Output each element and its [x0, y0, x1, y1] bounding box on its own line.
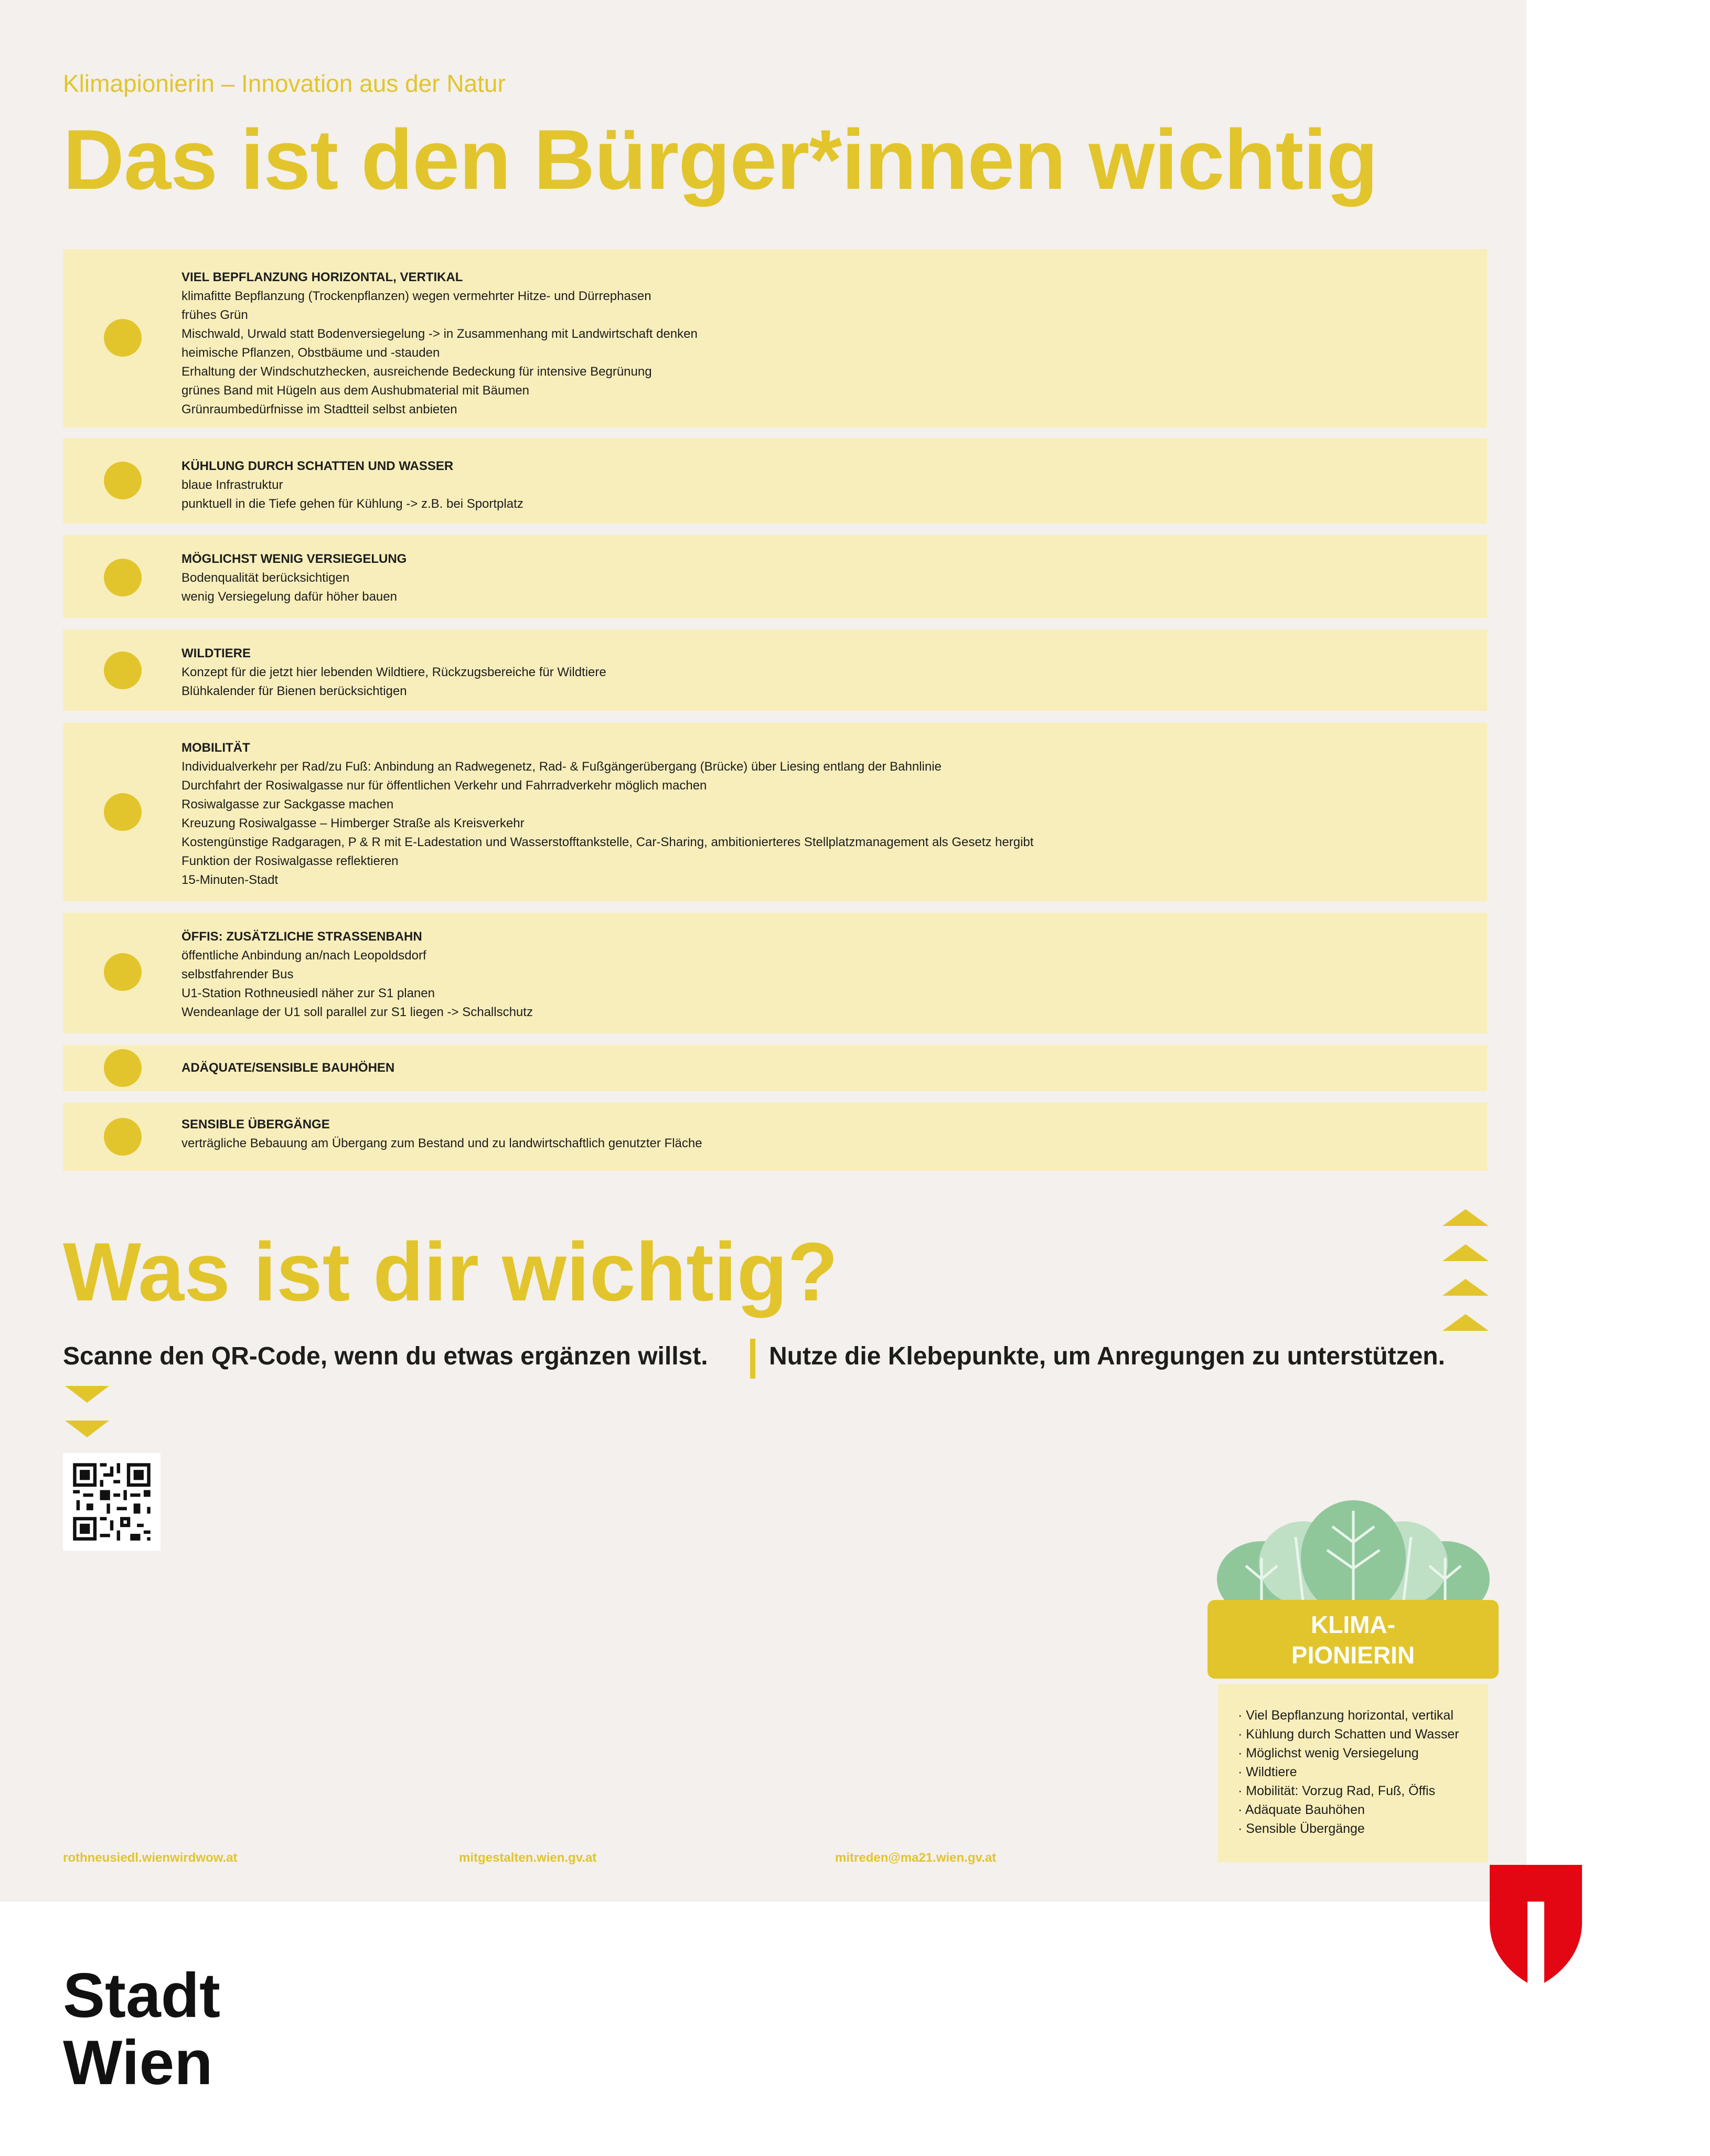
- logo-line: Wien: [63, 2027, 213, 2098]
- sticker-dot[interactable]: [104, 652, 142, 689]
- card-line: Konzept für die jetzt hier lebenden Wildtiere, Rückzugsbereiche für Wildtiere: [181, 665, 606, 679]
- card-line: Durchfahrt der Rosiwalgasse nur für öffentlichen Verkehr und Fahrradverkehr möglich machen: [181, 778, 707, 793]
- instruction-divider: [750, 1339, 755, 1379]
- card-line: punktuell in die Tiefe gehen für Kühlung -> z.B. bei Sportplatz: [181, 497, 523, 511]
- klimapionierin-badge: [1207, 1600, 1499, 1679]
- card-title: ADÄQUATE/SENSIBLE BAUHÖHEN: [181, 1061, 395, 1075]
- poster-title: Das ist den Bürger*innen wichtig: [63, 112, 1378, 207]
- sticker-dot[interactable]: [104, 559, 142, 596]
- badge-list-item: · Sensible Übergänge: [1238, 1819, 1488, 1838]
- badge-title: [1207, 1609, 1499, 1670]
- sticker-dot[interactable]: [104, 1049, 142, 1087]
- topic-card: [63, 1045, 1487, 1091]
- card-line: Rosiwalgasse zur Sackgasse machen: [181, 797, 394, 812]
- card-line: Grünraumbedürfnisse im Stadtteil selbst anbieten: [181, 402, 457, 417]
- card-title: ÖFFIS: ZUSÄTZLICHE STRASSENBAHN: [181, 930, 422, 944]
- topic-card: [63, 535, 1487, 618]
- card-line: Funktion der Rosiwalgasse reflektieren: [181, 854, 399, 868]
- arrow-down-icon: [65, 1421, 109, 1437]
- card-line: Bodenqualität berücksichtigen: [181, 571, 350, 585]
- sticker-dot[interactable]: [104, 319, 142, 357]
- stadt-wien-logo: [63, 1962, 220, 2096]
- arrow-down-icon: [65, 1386, 109, 1403]
- card-content: [181, 644, 606, 701]
- card-content: [181, 927, 533, 1022]
- arrow-up-icon: [1442, 1279, 1489, 1296]
- card-line: heimische Pflanzen, Obstbäume und -stauden: [181, 346, 440, 360]
- badge-title-line: KLIMA-: [1311, 1611, 1395, 1638]
- card-line: grünes Band mit Hügeln aus dem Aushubmaterial mit Bäumen: [181, 383, 530, 398]
- instruction-qr: Scanne den QR-Code, wenn du etwas ergänzen willst.: [63, 1342, 708, 1370]
- qr-code-icon: [63, 1453, 161, 1551]
- topic-card: [63, 913, 1487, 1033]
- card-line: Kreuzung Rosiwalgasse – Himberger Straße als Kreisverkehr: [181, 816, 525, 830]
- poster-subtitle: Klimapionierin – Innovation aus der Natur: [63, 70, 506, 97]
- footer-link-website[interactable]: rothneusiedl.wienwirdwow.at: [63, 1851, 238, 1865]
- badge-list-item: · Mobilität: Vorzug Rad, Fuß, Öffis: [1238, 1781, 1488, 1800]
- badge-list-item: · Viel Bepflanzung horizontal, vertikal: [1238, 1706, 1488, 1725]
- card-line: Wendeanlage der U1 soll parallel zur S1 liegen -> Schallschutz: [181, 1005, 533, 1019]
- vienna-crest-icon: [1490, 1865, 1582, 1983]
- badge-title-line: PIONIERIN: [1291, 1641, 1415, 1669]
- leaves-icon: [1217, 1500, 1490, 1605]
- card-content: [181, 1115, 702, 1153]
- sticker-dot[interactable]: [104, 953, 142, 991]
- card-line: wenig Versiegelung dafür höher bauen: [181, 590, 397, 604]
- card-title: MOBILITÄT: [181, 741, 250, 755]
- arrow-up-icon: [1442, 1314, 1489, 1331]
- card-line: selbstfahrender Bus: [181, 967, 294, 981]
- sticker-dot[interactable]: [104, 1118, 142, 1156]
- badge-list-item: · Adäquate Bauhöhen: [1238, 1800, 1488, 1819]
- card-title: KÜHLUNG DURCH SCHATTEN UND WASSER: [181, 459, 454, 473]
- arrow-up-icon: [1442, 1244, 1489, 1261]
- card-line: klimafitte Bepflanzung (Trockenpflanzen) wegen vermehrter Hitze- und Dürrephasen: [181, 289, 651, 303]
- card-content: [181, 457, 523, 514]
- card-line: U1-Station Rothneusiedl näher zur S1 planen: [181, 986, 435, 1000]
- card-line: Individualverkehr per Rad/zu Fuß: Anbindung an Radwegenetz, Rad- & Fußgängerübergang (Brücke) über Liesing entlang der Bahnlinie: [181, 760, 942, 774]
- card-content: [181, 739, 1033, 890]
- topic-card: [63, 1103, 1487, 1171]
- topic-card: [63, 723, 1487, 901]
- arrow-up-icon: [1442, 1209, 1489, 1226]
- card-line: Blühkalender für Bienen berücksichtigen: [181, 684, 407, 698]
- card-line: Erhaltung der Windschutzhecken, ausreichende Bedeckung für intensive Begrünung: [181, 365, 652, 379]
- footer-link-mitgestalten[interactable]: mitgestalten.wien.gv.at: [459, 1851, 597, 1865]
- question-title: Was ist dir wichtig?: [63, 1226, 838, 1318]
- card-title: SENSIBLE ÜBERGÄNGE: [181, 1117, 330, 1132]
- topic-card: [63, 438, 1487, 524]
- card-line: frühes Grün: [181, 308, 248, 322]
- footer-link-email[interactable]: mitreden@ma21.wien.gv.at: [835, 1851, 997, 1865]
- qr-code[interactable]: [63, 1453, 161, 1551]
- card-content: [181, 550, 407, 606]
- topic-card: [63, 629, 1487, 711]
- card-content: [181, 268, 698, 419]
- card-title: MÖGLICHST WENIG VERSIEGELUNG: [181, 552, 407, 566]
- card-line: blaue Infrastruktur: [181, 478, 283, 492]
- card-title: WILDTIERE: [181, 646, 251, 660]
- instruction-stickers: Nutze die Klebepunkte, um Anregungen zu unterstützen.: [769, 1342, 1445, 1370]
- logo-line: Stadt: [63, 1960, 220, 2031]
- badge-list-item: · Möglichst wenig Versiegelung: [1238, 1744, 1488, 1763]
- badge-list: [1218, 1684, 1488, 1862]
- sticker-dot[interactable]: [104, 793, 142, 831]
- card-content: [181, 1059, 394, 1077]
- card-line: Mischwald, Urwald statt Bodenversiegelung -> in Zusammenhang mit Landwirtschaft denken: [181, 327, 698, 341]
- sticker-dot[interactable]: [104, 462, 142, 499]
- badge-list-item: · Wildtiere: [1238, 1763, 1488, 1781]
- card-line: öffentliche Anbindung an/nach Leopoldsdorf: [181, 948, 426, 963]
- topic-card: [63, 249, 1487, 428]
- card-title: VIEL BEPFLANZUNG HORIZONTAL, VERTIKAL: [181, 270, 463, 284]
- card-line: verträgliche Bebauung am Übergang zum Bestand und zu landwirtschaftlich genutzter Fläche: [181, 1136, 702, 1150]
- badge-list-item: · Kühlung durch Schatten und Wasser: [1238, 1725, 1488, 1744]
- card-line: Kostengünstige Radgaragen, P & R mit E-Ladestation und Wasserstofftankstelle, Car-Sharing, ambitionierteres Stellplatzmanagement als Gesetz hergibt: [181, 835, 1034, 849]
- card-line: 15-Minuten-Stadt: [181, 873, 279, 887]
